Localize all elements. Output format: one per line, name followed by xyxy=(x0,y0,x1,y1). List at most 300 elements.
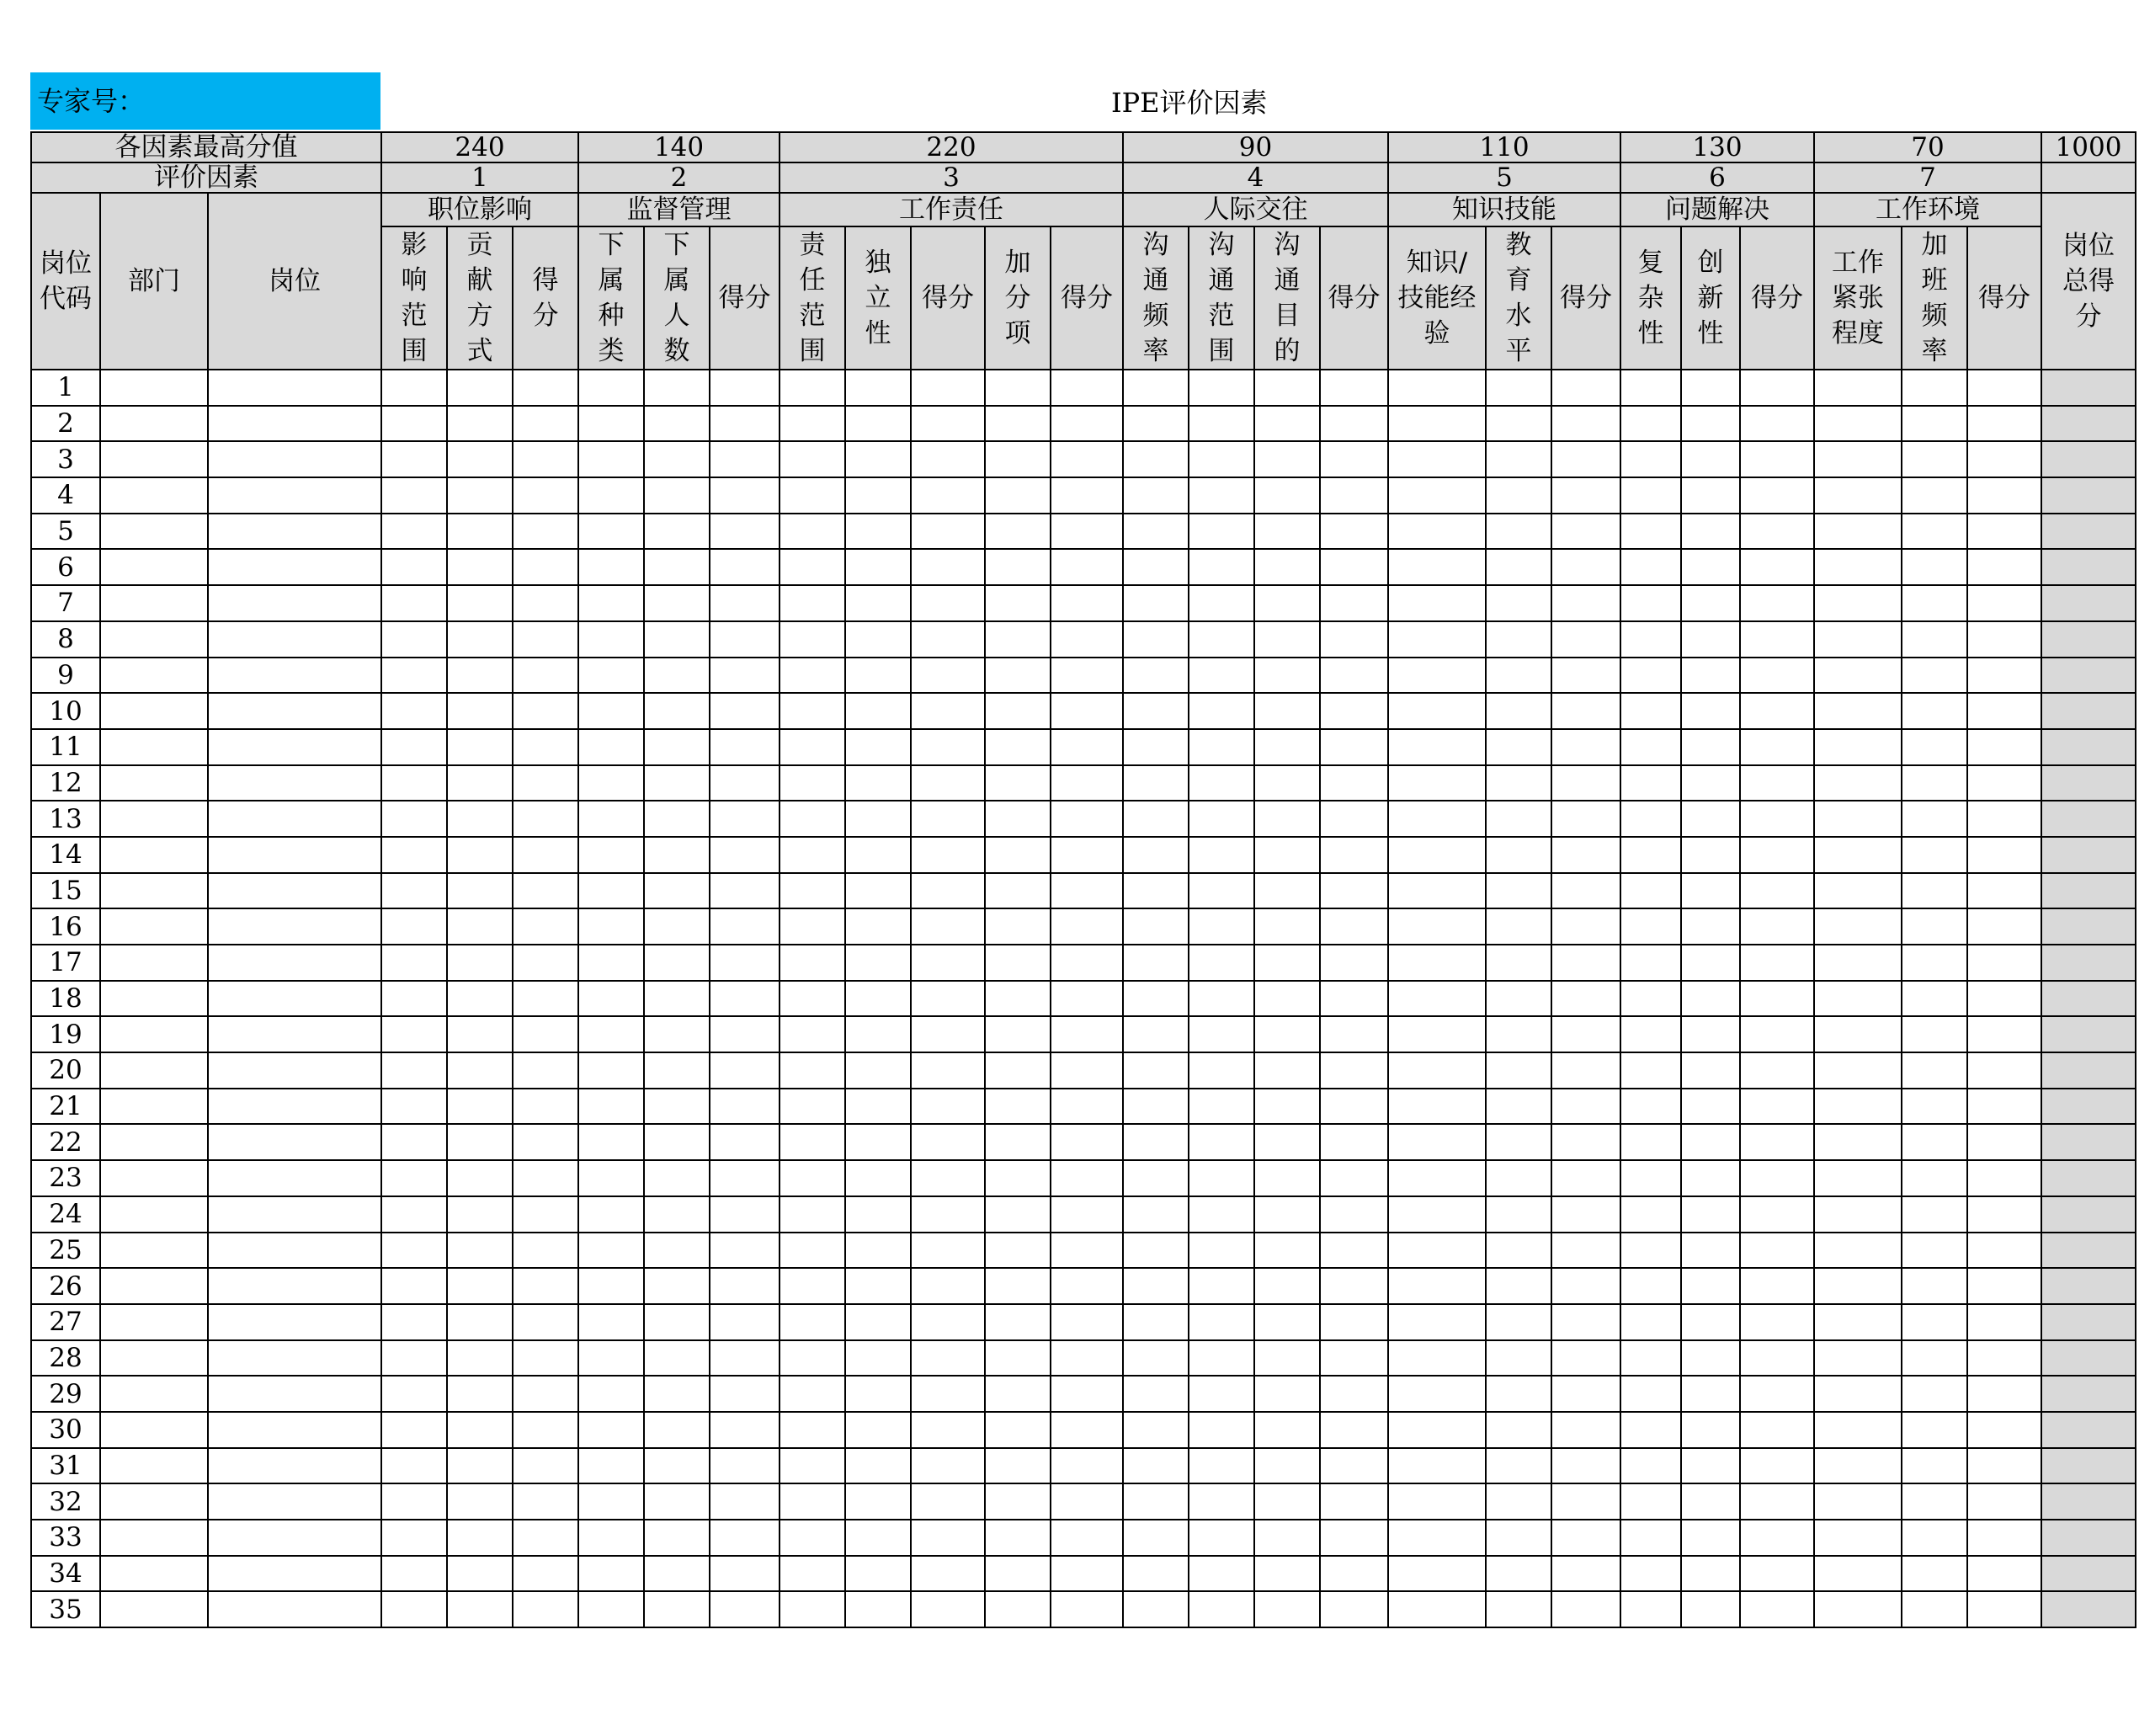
table-cell[interactable] xyxy=(1388,765,1486,801)
table-cell[interactable] xyxy=(447,1052,513,1089)
table-cell[interactable] xyxy=(845,621,911,658)
table-cell[interactable] xyxy=(1320,406,1388,442)
table-cell[interactable] xyxy=(1189,370,1254,406)
table-cell[interactable] xyxy=(1967,441,2041,477)
table-cell[interactable] xyxy=(208,1483,381,1520)
table-cell[interactable] xyxy=(1486,406,1551,442)
table-cell[interactable] xyxy=(1486,1160,1551,1196)
table-cell[interactable] xyxy=(845,693,911,729)
table-cell[interactable] xyxy=(1620,549,1681,585)
table-cell[interactable] xyxy=(1486,1412,1551,1448)
table-cell[interactable] xyxy=(780,1412,845,1448)
table-cell[interactable] xyxy=(1967,801,2041,837)
table-cell[interactable] xyxy=(513,981,578,1017)
table-cell[interactable] xyxy=(1620,729,1681,765)
table-cell[interactable] xyxy=(911,1016,985,1052)
total-score-cell[interactable] xyxy=(2041,477,2136,514)
table-cell[interactable] xyxy=(513,1412,578,1448)
table-cell[interactable] xyxy=(644,1483,710,1520)
table-cell[interactable] xyxy=(644,585,710,621)
table-cell[interactable] xyxy=(710,1376,780,1412)
table-cell[interactable] xyxy=(381,729,447,765)
table-cell[interactable] xyxy=(1740,1520,1814,1556)
table-cell[interactable] xyxy=(208,1412,381,1448)
table-cell[interactable] xyxy=(985,729,1051,765)
table-cell[interactable] xyxy=(1123,981,1189,1017)
table-cell[interactable] xyxy=(1681,621,1740,658)
table-cell[interactable] xyxy=(513,1124,578,1160)
table-cell[interactable] xyxy=(911,908,985,945)
table-cell[interactable] xyxy=(1681,729,1740,765)
table-cell[interactable] xyxy=(578,945,644,981)
table-cell[interactable] xyxy=(644,1016,710,1052)
table-cell[interactable] xyxy=(1320,765,1388,801)
table-cell[interactable] xyxy=(513,1304,578,1340)
table-cell[interactable] xyxy=(644,945,710,981)
table-cell[interactable] xyxy=(381,406,447,442)
table-cell[interactable] xyxy=(1740,1052,1814,1089)
total-score-cell[interactable] xyxy=(2041,1376,2136,1412)
table-cell[interactable] xyxy=(381,801,447,837)
table-cell[interactable] xyxy=(1740,549,1814,585)
table-cell[interactable] xyxy=(845,765,911,801)
table-cell[interactable] xyxy=(447,585,513,621)
table-cell[interactable] xyxy=(1681,1376,1740,1412)
table-cell[interactable] xyxy=(1620,585,1681,621)
table-cell[interactable] xyxy=(381,1196,447,1233)
table-cell[interactable] xyxy=(1740,908,1814,945)
table-cell[interactable] xyxy=(381,945,447,981)
total-score-cell[interactable] xyxy=(2041,370,2136,406)
table-cell[interactable] xyxy=(1254,837,1320,873)
table-cell[interactable] xyxy=(1967,1233,2041,1269)
table-cell[interactable] xyxy=(1320,621,1388,658)
table-cell[interactable] xyxy=(1123,1124,1189,1160)
table-cell[interactable] xyxy=(447,621,513,658)
table-cell[interactable] xyxy=(578,837,644,873)
table-cell[interactable] xyxy=(1388,945,1486,981)
table-cell[interactable] xyxy=(1902,873,1967,909)
table-cell[interactable] xyxy=(1123,1304,1189,1340)
table-cell[interactable] xyxy=(911,801,985,837)
table-cell[interactable] xyxy=(911,729,985,765)
table-cell[interactable] xyxy=(208,873,381,909)
max-score-total[interactable]: 1000 xyxy=(2041,132,2136,162)
table-cell[interactable] xyxy=(1189,1196,1254,1233)
total-score-cell[interactable] xyxy=(2041,765,2136,801)
table-cell[interactable] xyxy=(985,514,1051,550)
table-cell[interactable] xyxy=(710,1520,780,1556)
table-cell[interactable] xyxy=(1388,1196,1486,1233)
table-cell[interactable] xyxy=(710,658,780,694)
table-cell[interactable] xyxy=(1320,1412,1388,1448)
table-cell[interactable] xyxy=(1123,1483,1189,1520)
table-cell[interactable] xyxy=(1902,477,1967,514)
table-cell[interactable] xyxy=(985,873,1051,909)
table-cell[interactable] xyxy=(911,514,985,550)
table-cell[interactable] xyxy=(1620,1089,1681,1125)
table-cell[interactable] xyxy=(780,1448,845,1484)
table-cell[interactable] xyxy=(1620,801,1681,837)
table-cell[interactable] xyxy=(1681,1160,1740,1196)
table-cell[interactable] xyxy=(1551,1160,1620,1196)
table-cell[interactable] xyxy=(1254,729,1320,765)
table-cell[interactable] xyxy=(1320,1376,1388,1412)
table-cell[interactable] xyxy=(1967,1412,2041,1448)
table-cell[interactable] xyxy=(1740,514,1814,550)
table-cell[interactable] xyxy=(710,729,780,765)
table-cell[interactable] xyxy=(644,1520,710,1556)
table-cell[interactable] xyxy=(208,908,381,945)
table-cell[interactable] xyxy=(1814,1233,1902,1269)
table-cell[interactable] xyxy=(1620,1160,1681,1196)
table-cell[interactable] xyxy=(100,1124,208,1160)
table-cell[interactable] xyxy=(1681,873,1740,909)
table-cell[interactable] xyxy=(578,1412,644,1448)
total-score-cell[interactable] xyxy=(2041,658,2136,694)
table-cell[interactable] xyxy=(1551,1304,1620,1340)
table-cell[interactable] xyxy=(208,1233,381,1269)
table-cell[interactable] xyxy=(513,1268,578,1304)
table-cell[interactable] xyxy=(100,1268,208,1304)
table-cell[interactable] xyxy=(1902,1483,1967,1520)
total-score-cell[interactable] xyxy=(2041,621,2136,658)
table-cell[interactable] xyxy=(1123,1196,1189,1233)
table-cell[interactable] xyxy=(1320,729,1388,765)
table-cell[interactable] xyxy=(710,945,780,981)
table-cell[interactable] xyxy=(1740,406,1814,442)
table-cell[interactable] xyxy=(578,1196,644,1233)
table-cell[interactable] xyxy=(911,406,985,442)
table-cell[interactable] xyxy=(1814,406,1902,442)
table-cell[interactable] xyxy=(1902,1591,1967,1627)
table-cell[interactable] xyxy=(1681,477,1740,514)
table-cell[interactable] xyxy=(1388,1376,1486,1412)
table-cell[interactable] xyxy=(1967,1304,2041,1340)
table-cell[interactable] xyxy=(1388,406,1486,442)
table-cell[interactable] xyxy=(1967,1016,2041,1052)
table-cell[interactable] xyxy=(1388,1591,1486,1627)
table-cell[interactable] xyxy=(381,1556,447,1592)
table-cell[interactable] xyxy=(1740,585,1814,621)
table-cell[interactable] xyxy=(447,945,513,981)
table-cell[interactable] xyxy=(1388,1448,1486,1484)
total-score-cell[interactable] xyxy=(2041,406,2136,442)
table-cell[interactable] xyxy=(1814,621,1902,658)
table-cell[interactable] xyxy=(1620,406,1681,442)
table-cell[interactable] xyxy=(1123,549,1189,585)
table-cell[interactable] xyxy=(208,1556,381,1592)
table-cell[interactable] xyxy=(644,1340,710,1377)
table-cell[interactable] xyxy=(845,585,911,621)
table-cell[interactable] xyxy=(985,693,1051,729)
table-cell[interactable] xyxy=(381,1160,447,1196)
table-cell[interactable] xyxy=(644,1304,710,1340)
table-cell[interactable] xyxy=(710,1340,780,1377)
table-cell[interactable] xyxy=(1254,1591,1320,1627)
table-cell[interactable] xyxy=(1967,1196,2041,1233)
table-cell[interactable] xyxy=(1814,1340,1902,1377)
table-cell[interactable] xyxy=(1814,1052,1902,1089)
table-cell[interactable] xyxy=(381,693,447,729)
table-cell[interactable] xyxy=(1254,765,1320,801)
table-cell[interactable] xyxy=(710,1268,780,1304)
table-cell[interactable] xyxy=(578,1052,644,1089)
table-cell[interactable] xyxy=(578,406,644,442)
table-cell[interactable] xyxy=(1814,1196,1902,1233)
table-cell[interactable] xyxy=(1902,1556,1967,1592)
table-cell[interactable] xyxy=(1254,658,1320,694)
table-cell[interactable] xyxy=(1189,1340,1254,1377)
table-cell[interactable] xyxy=(381,981,447,1017)
table-cell[interactable] xyxy=(578,729,644,765)
table-cell[interactable] xyxy=(710,1089,780,1125)
table-cell[interactable] xyxy=(1388,370,1486,406)
table-cell[interactable] xyxy=(644,981,710,1017)
table-cell[interactable] xyxy=(1486,729,1551,765)
table-cell[interactable] xyxy=(1620,1448,1681,1484)
table-cell[interactable] xyxy=(1320,1304,1388,1340)
table-cell[interactable] xyxy=(1681,1196,1740,1233)
table-cell[interactable] xyxy=(985,1591,1051,1627)
table-cell[interactable] xyxy=(1967,658,2041,694)
table-cell[interactable] xyxy=(1189,693,1254,729)
table-cell[interactable] xyxy=(985,1016,1051,1052)
table-cell[interactable] xyxy=(911,1052,985,1089)
total-score-cell[interactable] xyxy=(2041,514,2136,550)
table-cell[interactable] xyxy=(208,1520,381,1556)
table-cell[interactable] xyxy=(780,981,845,1017)
table-cell[interactable] xyxy=(1902,837,1967,873)
table-cell[interactable] xyxy=(1123,1233,1189,1269)
table-cell[interactable] xyxy=(381,658,447,694)
table-cell[interactable] xyxy=(578,370,644,406)
table-cell[interactable] xyxy=(710,549,780,585)
table-cell[interactable] xyxy=(710,1591,780,1627)
table-cell[interactable] xyxy=(381,370,447,406)
table-cell[interactable] xyxy=(1681,585,1740,621)
table-cell[interactable] xyxy=(1123,693,1189,729)
table-cell[interactable] xyxy=(1189,441,1254,477)
table-cell[interactable] xyxy=(208,441,381,477)
table-cell[interactable] xyxy=(1902,1160,1967,1196)
table-cell[interactable] xyxy=(1740,1591,1814,1627)
table-cell[interactable] xyxy=(1902,693,1967,729)
table-cell[interactable] xyxy=(1254,693,1320,729)
total-score-cell[interactable] xyxy=(2041,1556,2136,1592)
table-cell[interactable] xyxy=(1388,981,1486,1017)
table-cell[interactable] xyxy=(1740,1016,1814,1052)
total-score-cell[interactable] xyxy=(2041,1160,2136,1196)
table-cell[interactable] xyxy=(1189,765,1254,801)
table-cell[interactable] xyxy=(1681,1340,1740,1377)
table-cell[interactable] xyxy=(911,1160,985,1196)
table-cell[interactable] xyxy=(208,1160,381,1196)
table-cell[interactable] xyxy=(1814,945,1902,981)
table-cell[interactable] xyxy=(1814,1483,1902,1520)
table-cell[interactable] xyxy=(1902,1340,1967,1377)
table-cell[interactable] xyxy=(1320,1483,1388,1520)
table-cell[interactable] xyxy=(845,1052,911,1089)
table-cell[interactable] xyxy=(1320,1448,1388,1484)
table-cell[interactable] xyxy=(1486,1591,1551,1627)
table-cell[interactable] xyxy=(780,441,845,477)
table-cell[interactable] xyxy=(1388,477,1486,514)
table-cell[interactable] xyxy=(985,908,1051,945)
table-cell[interactable] xyxy=(911,1268,985,1304)
table-cell[interactable] xyxy=(1740,1556,1814,1592)
table-cell[interactable] xyxy=(1254,981,1320,1017)
table-cell[interactable] xyxy=(1902,945,1967,981)
table-cell[interactable] xyxy=(1388,514,1486,550)
table-cell[interactable] xyxy=(1486,1304,1551,1340)
table-cell[interactable] xyxy=(1189,908,1254,945)
table-cell[interactable] xyxy=(1051,658,1123,694)
total-score-cell[interactable] xyxy=(2041,441,2136,477)
table-cell[interactable] xyxy=(780,514,845,550)
table-cell[interactable] xyxy=(447,1089,513,1125)
table-cell[interactable] xyxy=(1254,1448,1320,1484)
table-cell[interactable] xyxy=(780,1304,845,1340)
table-cell[interactable] xyxy=(1620,1483,1681,1520)
table-cell[interactable] xyxy=(1814,549,1902,585)
table-cell[interactable] xyxy=(100,441,208,477)
table-cell[interactable] xyxy=(911,621,985,658)
table-cell[interactable] xyxy=(911,370,985,406)
table-cell[interactable] xyxy=(513,514,578,550)
table-cell[interactable] xyxy=(1740,765,1814,801)
table-cell[interactable] xyxy=(985,621,1051,658)
table-cell[interactable] xyxy=(578,1483,644,1520)
table-cell[interactable] xyxy=(1051,1591,1123,1627)
table-cell[interactable] xyxy=(911,1591,985,1627)
table-cell[interactable] xyxy=(1254,1268,1320,1304)
table-cell[interactable] xyxy=(1681,658,1740,694)
table-cell[interactable] xyxy=(1123,945,1189,981)
table-cell[interactable] xyxy=(780,908,845,945)
table-cell[interactable] xyxy=(513,621,578,658)
table-cell[interactable] xyxy=(1486,981,1551,1017)
table-cell[interactable] xyxy=(780,1376,845,1412)
table-cell[interactable] xyxy=(1814,585,1902,621)
table-cell[interactable] xyxy=(1551,981,1620,1017)
table-cell[interactable] xyxy=(911,441,985,477)
table-cell[interactable] xyxy=(1681,370,1740,406)
table-cell[interactable] xyxy=(513,1520,578,1556)
table-cell[interactable] xyxy=(780,873,845,909)
table-cell[interactable] xyxy=(985,658,1051,694)
table-cell[interactable] xyxy=(1254,585,1320,621)
table-cell[interactable] xyxy=(447,406,513,442)
table-cell[interactable] xyxy=(780,765,845,801)
table-cell[interactable] xyxy=(1051,729,1123,765)
table-cell[interactable] xyxy=(208,1304,381,1340)
table-cell[interactable] xyxy=(644,1412,710,1448)
table-cell[interactable] xyxy=(1051,1412,1123,1448)
table-cell[interactable] xyxy=(845,945,911,981)
table-cell[interactable] xyxy=(1388,1556,1486,1592)
table-cell[interactable] xyxy=(381,1268,447,1304)
table-cell[interactable] xyxy=(1902,1089,1967,1125)
table-cell[interactable] xyxy=(1620,1556,1681,1592)
table-cell[interactable] xyxy=(1123,1520,1189,1556)
table-cell[interactable] xyxy=(710,621,780,658)
table-cell[interactable] xyxy=(1902,1448,1967,1484)
table-cell[interactable] xyxy=(447,1304,513,1340)
table-cell[interactable] xyxy=(845,406,911,442)
table-cell[interactable] xyxy=(710,1016,780,1052)
table-cell[interactable] xyxy=(911,945,985,981)
table-cell[interactable] xyxy=(1551,945,1620,981)
table-cell[interactable] xyxy=(1620,981,1681,1017)
table-cell[interactable] xyxy=(780,1052,845,1089)
table-cell[interactable] xyxy=(780,406,845,442)
table-cell[interactable] xyxy=(1551,765,1620,801)
table-cell[interactable] xyxy=(1620,1196,1681,1233)
table-cell[interactable] xyxy=(1320,585,1388,621)
table-cell[interactable] xyxy=(1551,1268,1620,1304)
table-cell[interactable] xyxy=(1681,765,1740,801)
table-cell[interactable] xyxy=(985,1052,1051,1089)
table-cell[interactable] xyxy=(985,1448,1051,1484)
table-cell[interactable] xyxy=(100,873,208,909)
table-cell[interactable] xyxy=(710,908,780,945)
table-cell[interactable] xyxy=(911,1376,985,1412)
table-cell[interactable] xyxy=(1814,873,1902,909)
table-cell[interactable] xyxy=(710,1233,780,1269)
table-cell[interactable] xyxy=(447,693,513,729)
table-cell[interactable] xyxy=(1051,908,1123,945)
table-cell[interactable] xyxy=(381,908,447,945)
table-cell[interactable] xyxy=(1620,1520,1681,1556)
table-cell[interactable] xyxy=(1123,1376,1189,1412)
table-cell[interactable] xyxy=(780,1233,845,1269)
table-cell[interactable] xyxy=(1388,658,1486,694)
table-cell[interactable] xyxy=(644,441,710,477)
table-cell[interactable] xyxy=(1681,1304,1740,1340)
table-cell[interactable] xyxy=(1551,693,1620,729)
table-cell[interactable] xyxy=(845,441,911,477)
table-cell[interactable] xyxy=(985,406,1051,442)
table-cell[interactable] xyxy=(1486,1268,1551,1304)
table-cell[interactable] xyxy=(1189,1304,1254,1340)
table-cell[interactable] xyxy=(1051,837,1123,873)
table-cell[interactable] xyxy=(1551,1196,1620,1233)
table-cell[interactable] xyxy=(1051,1304,1123,1340)
table-cell[interactable] xyxy=(1051,1196,1123,1233)
table-cell[interactable] xyxy=(208,1196,381,1233)
table-cell[interactable] xyxy=(1551,549,1620,585)
table-cell[interactable] xyxy=(208,945,381,981)
table-cell[interactable] xyxy=(1681,1089,1740,1125)
table-cell[interactable] xyxy=(1189,1376,1254,1412)
table-cell[interactable] xyxy=(1740,873,1814,909)
table-cell[interactable] xyxy=(1189,981,1254,1017)
table-cell[interactable] xyxy=(1814,1520,1902,1556)
table-cell[interactable] xyxy=(985,441,1051,477)
table-cell[interactable] xyxy=(1189,1089,1254,1125)
table-cell[interactable] xyxy=(1486,477,1551,514)
table-cell[interactable] xyxy=(381,1412,447,1448)
table-cell[interactable] xyxy=(447,1016,513,1052)
table-cell[interactable] xyxy=(1189,1052,1254,1089)
total-score-cell[interactable] xyxy=(2041,1268,2136,1304)
table-cell[interactable] xyxy=(1681,693,1740,729)
table-cell[interactable] xyxy=(710,585,780,621)
table-cell[interactable] xyxy=(985,1340,1051,1377)
table-cell[interactable] xyxy=(1320,1052,1388,1089)
table-cell[interactable] xyxy=(208,981,381,1017)
